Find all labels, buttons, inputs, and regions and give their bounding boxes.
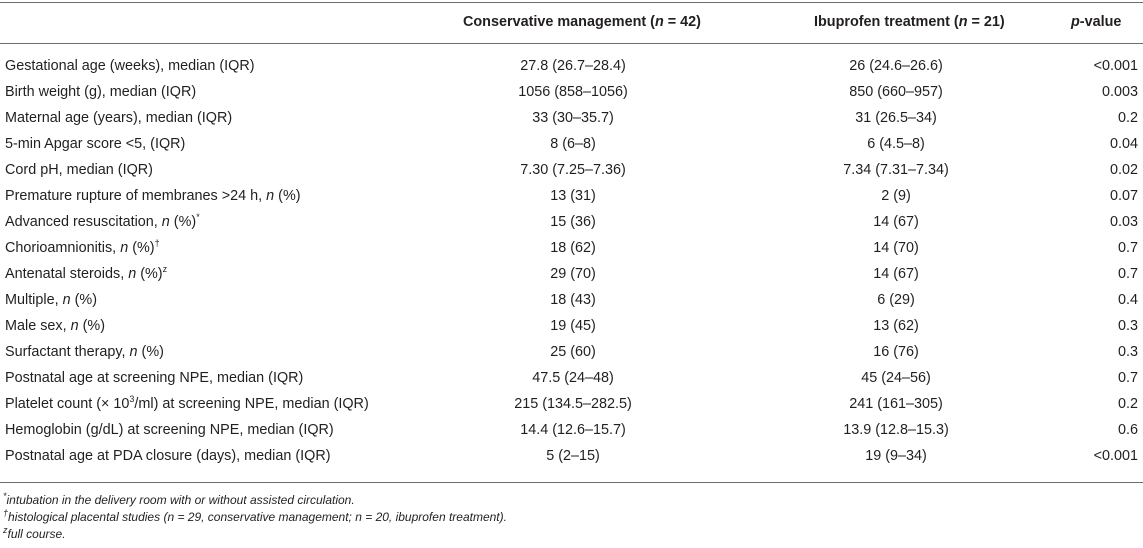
p-value: 0.4	[1117, 292, 1138, 308]
p-value: 0.03	[1109, 214, 1138, 230]
footnote: *intubation in the delivery room with or without assisted circulation.	[3, 491, 355, 507]
p-value: 0.7	[1117, 370, 1138, 386]
ibuprofen-value: 14 (67)	[873, 214, 919, 230]
ibuprofen-value: 13 (62)	[873, 318, 919, 334]
table-row	[0, 157, 1143, 183]
row-label: Gestational age (weeks), median (IQR)	[5, 58, 255, 74]
row-label: Chorioamnionitis, n (%)†	[5, 238, 160, 256]
ibuprofen-value: 7.34 (7.31–7.34)	[843, 162, 949, 178]
row-label: Postnatal age at PDA closure (days), median (IQR)	[5, 448, 331, 464]
header-rule	[0, 43, 1143, 44]
row-label: Multiple, n (%)	[5, 292, 97, 308]
header-p-value: p-value	[1071, 14, 1122, 30]
row-label: Advanced resuscitation, n (%)*	[5, 212, 200, 230]
ibuprofen-value: 14 (70)	[873, 240, 919, 256]
table-row	[0, 79, 1143, 105]
conservative-value: 13 (31)	[550, 188, 596, 204]
conservative-value: 18 (43)	[550, 292, 596, 308]
row-label: Birth weight (g), median (IQR)	[5, 84, 197, 100]
conservative-value: 27.8 (26.7–28.4)	[520, 58, 626, 74]
conservative-value: 215 (134.5–282.5)	[514, 396, 632, 412]
footnote: $^z$full course.	[3, 525, 66, 541]
ibuprofen-value: 26 (24.6–26.6)	[849, 58, 943, 74]
ibuprofen-value: 19 (9–34)	[865, 448, 927, 464]
p-value: 0.6	[1117, 422, 1138, 438]
header-conservative: Conservative management (n = 42)	[463, 14, 701, 30]
conservative-value: 29 (70)	[550, 266, 596, 282]
bottom-rule	[0, 482, 1143, 483]
conservative-value: 8 (6–8)	[550, 136, 596, 152]
p-value: 0.07	[1109, 188, 1138, 204]
top-rule	[0, 2, 1143, 3]
ibuprofen-value: 31 (26.5–34)	[855, 110, 937, 126]
row-label: Cord pH, median (IQR)	[5, 162, 153, 178]
conservative-value: 25 (60)	[550, 344, 596, 360]
ibuprofen-value: 13.9 (12.8–15.3)	[843, 422, 949, 438]
conservative-value: 7.30 (7.25–7.36)	[520, 162, 626, 178]
ibuprofen-value: 850 (660–957)	[849, 84, 943, 100]
table-row	[0, 443, 1143, 469]
table-row	[0, 261, 1143, 287]
row-label: Surfactant therapy, n (%)	[5, 344, 164, 360]
row-label: Male sex, n (%)	[5, 318, 105, 334]
p-value: <0.001	[1093, 448, 1138, 464]
p-value: 0.7	[1117, 240, 1138, 256]
row-label: Postnatal age at screening NPE, median (IQR)	[5, 370, 304, 386]
p-value: 0.3	[1117, 344, 1138, 360]
header-ibuprofen: Ibuprofen treatment (n = 21)	[814, 14, 1005, 30]
ibuprofen-value: 14 (67)	[873, 266, 919, 282]
table-row	[0, 313, 1143, 339]
table-row	[0, 391, 1143, 417]
row-label: Premature rupture of membranes >24 h, n (%)	[5, 188, 301, 204]
ibuprofen-value: 241 (161–305)	[849, 396, 943, 412]
conservative-value: 5 (2–15)	[546, 448, 600, 464]
row-label: Hemoglobin (g/dL) at screening NPE, median (IQR)	[5, 422, 334, 438]
p-value: 0.3	[1117, 318, 1138, 334]
conservative-value: 14.4 (12.6–15.7)	[520, 422, 626, 438]
ibuprofen-value: 2 (9)	[881, 188, 911, 204]
ibuprofen-value: 6 (4.5–8)	[867, 136, 925, 152]
p-value: 0.02	[1109, 162, 1138, 178]
ibuprofen-value: 16 (76)	[873, 344, 919, 360]
p-value: 0.2	[1117, 110, 1138, 126]
table-row	[0, 339, 1143, 365]
conservative-value: 1056 (858–1056)	[518, 84, 628, 100]
p-value: <0.001	[1093, 58, 1138, 74]
table-row	[0, 183, 1143, 209]
conservative-value: 15 (36)	[550, 214, 596, 230]
row-label: Antenatal steroids, n (%)$^z$	[5, 264, 168, 282]
conservative-value: 47.5 (24–48)	[532, 370, 614, 386]
row-label: Maternal age (years), median (IQR)	[5, 110, 233, 126]
table-row	[0, 287, 1143, 313]
table-row	[0, 209, 1143, 235]
ibuprofen-value: 45 (24–56)	[861, 370, 931, 386]
table-row	[0, 53, 1143, 79]
footnote: †histological placental studies (n = 29, conservative management; n = 20, ibuprofen treatment).	[3, 508, 507, 524]
table-row	[0, 131, 1143, 157]
conservative-value: 19 (45)	[550, 318, 596, 334]
table-row	[0, 365, 1143, 391]
row-label: 5-min Apgar score <5, (IQR)	[5, 136, 186, 152]
ibuprofen-value: 6 (29)	[877, 292, 915, 308]
p-value: 0.04	[1109, 136, 1138, 152]
p-value: 0.7	[1117, 266, 1138, 282]
conservative-value: 18 (62)	[550, 240, 596, 256]
p-value: 0.2	[1117, 396, 1138, 412]
p-value: 0.003	[1101, 84, 1138, 100]
table-row	[0, 417, 1143, 443]
table-row	[0, 105, 1143, 131]
table-row	[0, 235, 1143, 261]
row-label: Platelet count (× $10^3/ml$) at screening NPE, median (IQR)	[5, 394, 369, 412]
conservative-value: 33 (30–35.7)	[532, 110, 614, 126]
